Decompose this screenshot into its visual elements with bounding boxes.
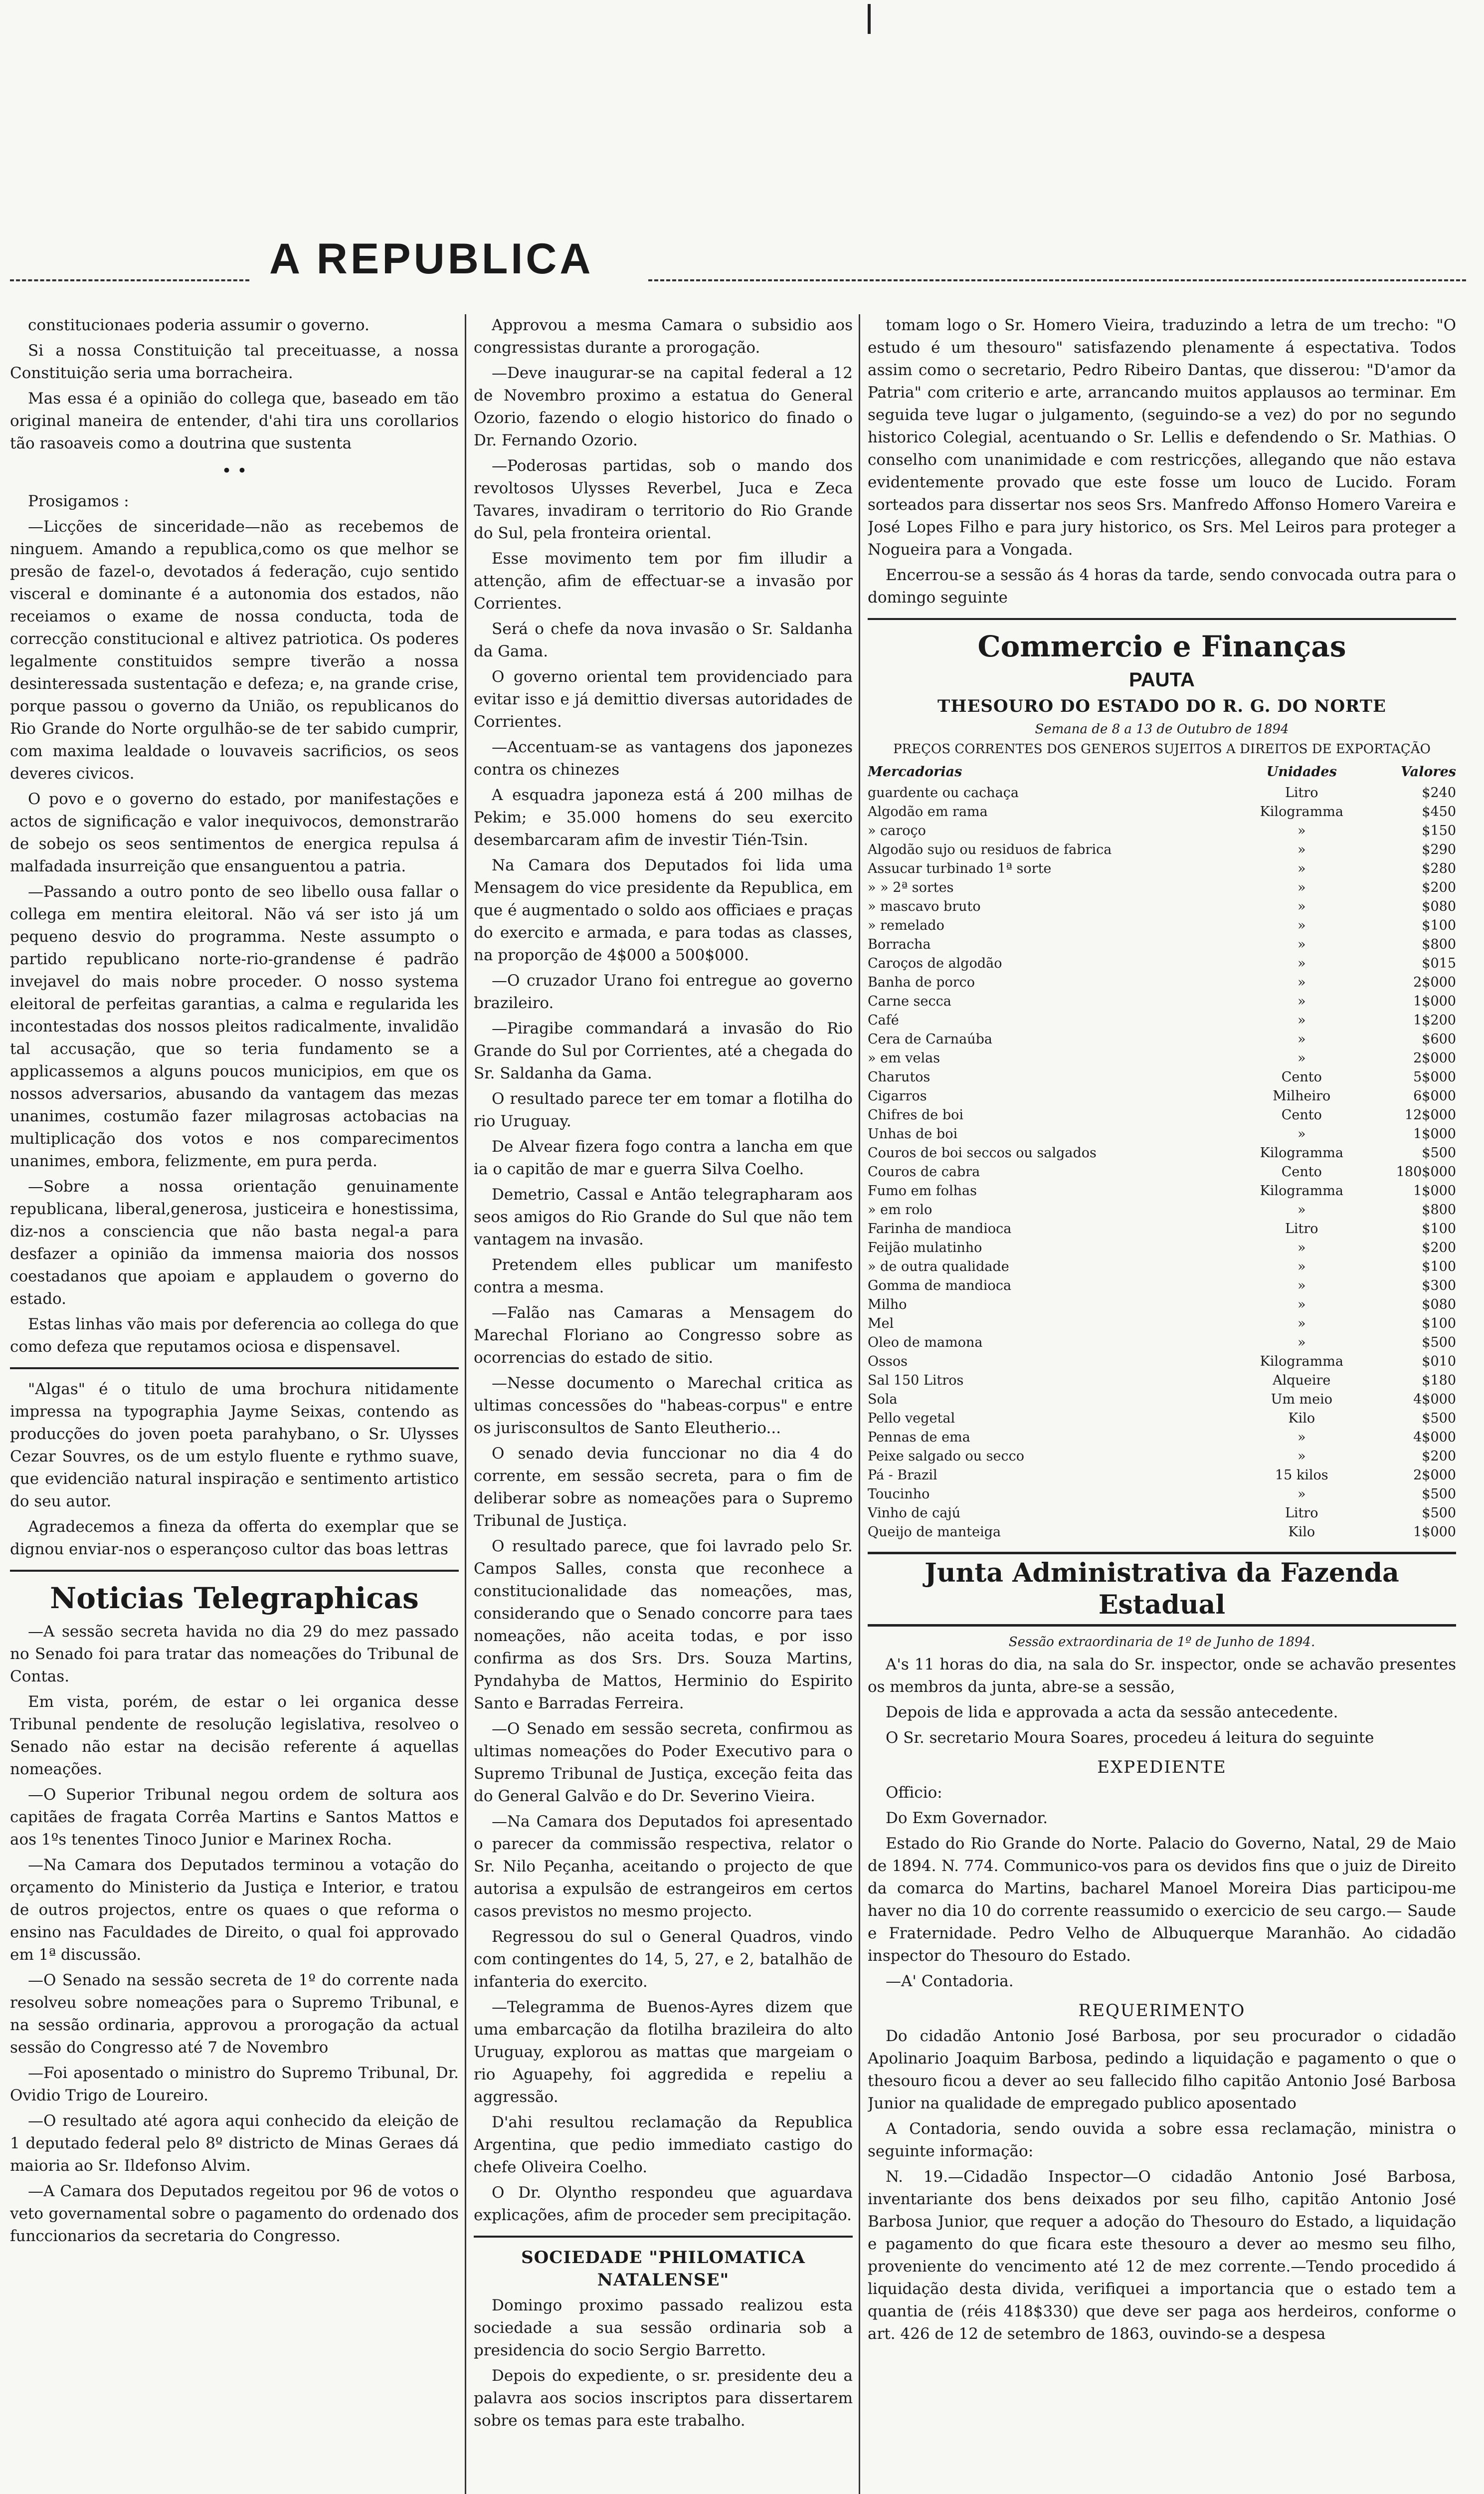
paragraph: Depois do expediente, o sr. presidente deu a palavra aos socios inscriptos para dissertarem sobre os temas para este trabalho. [474, 2367, 853, 2430]
table-cell: 4$000 [1413, 1430, 1456, 1445]
table-cell: Farinha de mandioca [868, 1221, 1012, 1237]
table-row [868, 1466, 1456, 1485]
paragraph: Agradecemos a fineza da offerta do exemplar que se dignou enviar-nos o esperançoso cultor das boas lettras [10, 1518, 459, 1558]
table-cell: » [1298, 842, 1306, 857]
table-cell: 1$000 [1413, 1126, 1456, 1142]
paragraph: A esquadra japoneza está á 200 milhas de Pekim; e 35.000 homens do seu exercito desembarcaram afim de investir Tién-Tsin. [474, 786, 853, 849]
table-row [868, 1523, 1456, 1542]
table-row [868, 822, 1456, 840]
table-cell: 2$000 [1413, 1467, 1456, 1483]
masthead [0, 0, 1484, 309]
table-cell: » [1298, 1278, 1306, 1293]
table-cell: » [1298, 899, 1306, 914]
table-cell: » mascavo bruto [868, 899, 981, 914]
table-cell: $015 [1422, 956, 1456, 971]
table-cell: » [1298, 975, 1306, 990]
table-cell: 6$000 [1413, 1088, 1456, 1104]
table-row [868, 1087, 1456, 1106]
section-heading-telegraphicas: Noticias Telegraphicas [50, 1581, 419, 1615]
table-cell: Café [868, 1013, 899, 1028]
table-row [868, 803, 1456, 822]
paragraph: A's 11 horas do dia, na sala do Sr. inspector, onde se achavão presentes os membros da junta, abre-se a sessão, [868, 1656, 1456, 1696]
paragraph: De Alvear fizera fogo contra a lancha em que ia o capitão de mar e guerra Silva Coelho. [474, 1138, 853, 1178]
table-cell: » em velas [868, 1050, 940, 1066]
table-cell: $800 [1422, 937, 1456, 952]
paragraph: Mas essa é a opinião do collega que, baseado em tão original maneira de entender, d'ahi tira uns corollarios tão rasoaveis como a doutrina que sustenta [10, 390, 459, 452]
table-cell: $100 [1422, 1259, 1456, 1274]
table-cell: Algodão sujo ou residuos de fabrica [868, 842, 1112, 857]
price-table-body [868, 784, 1456, 1542]
paragraph: N. 19.—Cidadão Inspector—O cidadão Antonio José Barbosa, inventariante dos bens deixados por seu filho, capitão Antonio José Barbosa Junior, que requer a adoção do Thesouro do Estado, a liquidação e pagamento do que ficara este thesouro a dever ao mesmo seu filho, proveniente do vencimento até 12 de mez corrente.—Tendo procedido á liquidação desta divida, verifiquei a importancia que o estado tem a quantia de (réis 418$330) que deve ser paga aos herdeiros, conforme o art. 426 de 12 de setembro de 1863, ouvindo-se a despesa [868, 2168, 1456, 2343]
table-cell: 4$000 [1413, 1392, 1456, 1407]
table-cell: » [1298, 1013, 1306, 1028]
table-row [868, 916, 1456, 935]
table-cell: Cento [1281, 1069, 1322, 1085]
newspaper-columns [0, 314, 1484, 2494]
table-row [868, 1447, 1456, 1466]
paragraph: A Contadoria, sendo ouvida a sobre essa reclamação, ministra o seguinte informação: [868, 2120, 1456, 2160]
paragraph: Officio: [886, 1784, 942, 1802]
table-cell: Carne secca [868, 994, 951, 1009]
paragraph: Em vista, porém, de estar o lei organica desse Tribunal pendente de resolução legislativa, resolveo o Senado não estar na decisão referente á aquellas nomeações. [10, 1693, 459, 1778]
table-row [868, 1314, 1456, 1333]
table-cell: $500 [1422, 1486, 1456, 1502]
paragraph: —O cruzador Urano foi entregue ao governo brazileiro. [474, 972, 853, 1012]
paragraph: —Falão nas Camaras a Mensagem do Marechal Floriano ao Congresso sobre as ocorrencias do estado de sitio. [474, 1304, 853, 1367]
paragraph: —Poderosas partidas, sob o mando dos revoltosos Ulysses Reverbel, Juca e Zeca Tavares, invadiram o territorio do Rio Grande do Sul, pela fronteira oriental. [474, 457, 853, 542]
table-cell: » [1298, 1486, 1306, 1502]
table-cell: $450 [1422, 804, 1456, 820]
section-heading-sociedade: SOCIEDADE "PHILOMATICA NATALENSE" [521, 2248, 805, 2290]
table-cell: Assucar turbinado 1ª sorte [868, 861, 1052, 876]
table-row [868, 1106, 1456, 1125]
table-cell: Toucinho [868, 1486, 930, 1502]
table-cell: » em rolo [868, 1202, 932, 1218]
table-cell: » [1298, 823, 1306, 838]
section-rule [474, 2236, 853, 2238]
paragraph: —Telegramma de Buenos-Ayres dizem que uma embarcação da flotilha brazileira do alto Uruguay, explorou as mattas que margeiam o rio Aguapehy, foi aggredida e repeliu a aggressão. [474, 1998, 853, 2106]
table-cell: Milheiro [1273, 1088, 1331, 1104]
table-cell: Chifres de boi [868, 1107, 964, 1123]
table-cell: $500 [1422, 1411, 1456, 1426]
table-cell: $010 [1422, 1354, 1456, 1369]
table-cell: 2$000 [1413, 975, 1456, 990]
table-row [868, 1049, 1456, 1068]
table-cell: $290 [1422, 842, 1456, 857]
paragraph: —O Senado em sessão secreta, confirmou as ultimas nomeações do Poder Executivo para o Supremo Tribunal de Justiça, exceção feita das do General Galvão e do Dr. Severino Vieira. [474, 1720, 853, 1805]
table-row [868, 1144, 1456, 1163]
table-cell: » [1298, 1126, 1306, 1142]
table-cell: Peixe salgado ou secco [868, 1449, 1025, 1464]
table-cell: » [1298, 1050, 1306, 1066]
table-cell: guardente ou cachaça [868, 785, 1019, 801]
table-cell: » [1298, 1297, 1306, 1312]
table-row [868, 897, 1456, 916]
table-cell: Gomma de mandioca [868, 1278, 1012, 1293]
table-cell: 1$000 [1413, 1183, 1456, 1199]
section-heading-commercio: Commercio e Finanças [977, 629, 1346, 663]
table-cell: Ossos [868, 1354, 908, 1369]
table-cell: » remelado [868, 918, 944, 933]
table-header-row [868, 761, 1456, 784]
paragraph: "Algas" é o titulo de uma brochura nitidamente impressa na typographia Jayme Seixas, contendo as producções do joven poeta parahybano, o Sr. Ulysses Cezar Souvres, os de um estylo fluente e rythmo suave, que evidencião natural inspiração e sentimento artistico do seu autor. [10, 1380, 459, 1510]
paragraph: Na Camara dos Deputados foi lida uma Mensagem do vice presidente da Republica, em que é augmentado o soldo aos officiaes e praças do exercito e armada, e para todas as classes, na proporção de 4$000 a 500$000. [474, 856, 853, 964]
table-cell: Caroços de algodão [868, 956, 1002, 971]
paragraph: O Sr. secretario Moura Soares, procedeu á leitura do seguinte [886, 1729, 1374, 1747]
table-cell: 1$000 [1413, 1524, 1456, 1540]
table-cell: » de outra qualidade [868, 1259, 1009, 1274]
table-row [868, 954, 1456, 973]
table-cell: $500 [1422, 1335, 1456, 1350]
table-cell: $500 [1422, 1505, 1456, 1521]
table-cell: $800 [1422, 1202, 1456, 1218]
paragraph: —O resultado até agora aqui conhecido da eleição de 1 deputado federal pelo 8º districto de Minas Geraes dá maioria ao Sr. Ildefonso Alvim. [10, 2112, 459, 2175]
table-row [868, 1371, 1456, 1390]
paragraph: Demetrio, Cassal e Antão telegrapharam aos seos amigos do Rio Grande do Sul que não tem vantagem na invasão. [474, 1186, 853, 1248]
table-row [868, 1295, 1456, 1314]
table-row [868, 1163, 1456, 1182]
table-cell: Queijo de manteiga [868, 1524, 1001, 1540]
table-cell: Milho [868, 1297, 907, 1312]
paragraph: —Licções de sinceridade—não as recebemos de ninguem. Amando a republica,como os que melhor se presão de fazel-o, devotados á federação, cujo sentido visceral e dominante é a autonomia dos estados, não receiamos o exame de nossa conducta, toda de correcção constitucional e altivez patriotica. Os poderes legalmente constituidos sempre tiverão a nossa desinteressada sustentação e defeza; e, na grande crise, porque passou o governo da União, os republicanos do Rio Grande do Norte orgulhão-se de ter sabido cumprir, com maxima lealdade o louvaveis sacrificios, os seos deveres civicos. [10, 518, 459, 783]
table-cell: Sal 150 Litros [868, 1373, 964, 1388]
table-cell: Kilogramma [1260, 804, 1343, 820]
pauta-heading: PAUTA [1129, 669, 1195, 691]
table-row [868, 1257, 1456, 1276]
paragraph: D'ahi resultou reclamação da Republica Argentina, que pedio immediato castigo do chefe Oliveira Coelho. [474, 2113, 853, 2176]
table-cell: Um meio [1271, 1392, 1332, 1407]
table-row [868, 1220, 1456, 1239]
paragraph: —Sobre a nossa orientação genuinamente republicana, liberal,generosa, justiceira e honestissima, diz-nos a consciencia que não basta negal-a para desfazer a opinião da immensa maioria dos nossos coestadanos que apoiam e applaudem o governo do estado. [10, 1178, 459, 1308]
paragraph: —Piragibe commandará a invasão do Rio Grande do Sul por Corrientes, até a chegada do Sr. Saldanha da Gama. [474, 1020, 853, 1082]
table-cell: » [1298, 1032, 1306, 1047]
paragraph: —Na Camara dos Deputados terminou a votação do orçamento do Ministerio da Justiça e Interior, e tratou de outros projectos, entre os quaes o que reforma o ensino nas Faculdades de Direito, o qual foi approvado em 1ª discussão. [10, 1856, 459, 1964]
thesouro-heading: THESOURO DO ESTADO DO R. G. DO NORTE [937, 696, 1386, 716]
table-cell: Kilogramma [1260, 1145, 1343, 1161]
table-cell: Pá - Brazil [868, 1467, 937, 1483]
table-row [868, 1333, 1456, 1352]
requerimento-heading: REQUERIMENTO [1078, 2001, 1246, 2021]
table-cell: $280 [1422, 861, 1456, 876]
sessao-line: Sessão extraordinaria de 1º de Junho de 1894. [1008, 1635, 1315, 1650]
table-cell: Cigarros [868, 1088, 927, 1104]
header-rule-left [10, 279, 249, 281]
column-divider [859, 314, 860, 2494]
table-cell: » [1298, 1430, 1306, 1445]
paragraph: —Passando a outro ponto de seo libello ousa fallar o collega em mentira eleitoral. Não vá ser isto já um pequeno desvio do programma. Neste assumpto o partido republicano norte-rio-grandense é padrão invejavel do mais nobre proceder. O nosso systema eleitoral de perfeitas garantias, a calma e regularida les incontestadas dos nossos pleitos radicalmente, invalidão tal accusação, que so teria fundamento se a applicassemos a alguns poucos municipios, em que os nossos adversarios, abusando da vantagem das mezas unanimes, costumão fazer milagrosas actobacias na multiplicação dos votos e nos comparecimentos unanimes, embora, felizmente, em pura perda. [10, 883, 459, 1170]
table-cell: $080 [1422, 1297, 1456, 1312]
table-cell: Alqueire [1273, 1373, 1331, 1388]
table-cell: $200 [1422, 880, 1456, 895]
table-row [868, 973, 1456, 992]
table-cell: » [1298, 1259, 1306, 1274]
paragraph: —Nesse documento o Marechal critica as ultimas concessões do "habeas-corpus" e entre os jurisconsultos de Santo Eleutherio... [474, 1374, 853, 1437]
table-cell: » [1298, 937, 1306, 952]
column-header-valores: Valores [1401, 764, 1456, 780]
newspaper-title: A REPUBLICA [269, 235, 594, 283]
paragraph: Approvou a mesma Camara o subsidio aos congressistas durante a prorogação. [474, 316, 853, 357]
column-header-mercadorias: Mercadorias [868, 764, 962, 780]
table-row [868, 784, 1456, 803]
paragraph: O resultado parece, que foi lavrado pelo Sr. Campos Salles, consta que reconhece a constitucionalidade das nomeações, mas, considerando que o Senado concorre para taes nomeações, não aceita todas, e por isso confirma as dos Srs. Drs. Souza Martins, Pyndahyba de Mattos, Herminio do Espirito Santo e Barradas Ferreira. [474, 1537, 853, 1712]
table-cell: 180$000 [1396, 1164, 1456, 1180]
section-heading-junta: Junta Administrativa da Fazenda Estadual [868, 1552, 1456, 1627]
paragraph: O povo e o governo do estado, por manifestações e actos de significação e valor inequivocos, demonstrarão de sobejo os seos sentimentos de energica repulsa á malfadada insurreição que ensanguentou a patria. [10, 790, 459, 875]
table-row [868, 859, 1456, 878]
table-row [868, 1125, 1456, 1144]
table-row [868, 992, 1456, 1011]
paragraph: —O Senado na sessão secreta de 1º do corrente nada resolveu sobre nomeações para o Supremo Tribunal, e na sessão ordinaria, approvou a prorogação da actual sessão do Congresso até 7 de Novembro [10, 1971, 459, 2057]
table-cell: 1$000 [1413, 994, 1456, 1009]
table-cell: Cento [1281, 1164, 1322, 1180]
table-cell: 12$000 [1404, 1107, 1456, 1123]
decorative-mark [868, 4, 871, 34]
table-row [868, 1485, 1456, 1504]
table-cell: » [1298, 1335, 1306, 1350]
paragraph: constitucionaes poderia assumir o governo. [28, 316, 370, 334]
table-cell: Litro [1285, 1221, 1318, 1237]
table-cell: $200 [1422, 1240, 1456, 1255]
table-cell: Kilo [1288, 1524, 1315, 1540]
table-cell: » [1298, 994, 1306, 1009]
column-2 [474, 314, 853, 2494]
table-cell: Kilo [1288, 1411, 1315, 1426]
paragraph: O resultado parece ter em tomar a flotilha do rio Uruguay. [474, 1090, 853, 1130]
paragraph: Esse movimento tem por fim illudir a attenção, afim de effectuar-se a invasão por Corrientes. [474, 550, 853, 613]
column-1 [10, 314, 459, 2494]
table-cell: Couros de cabra [868, 1164, 980, 1180]
paragraph: O governo oriental tem providenciado para evitar isso e já demittio diversas autoridades de Corrientes. [474, 668, 853, 731]
table-cell: Pennas de ema [868, 1430, 970, 1445]
table-cell: Couros de boi seccos ou salgados [868, 1145, 1097, 1161]
table-cell: 1$200 [1413, 1013, 1456, 1028]
paragraph: —Deve inaugurar-se na capital federal a 12 de Novembro proximo a estatua do General Ozorio, fazendo o elogio historico do finado o Dr. Fernando Ozorio. [474, 364, 853, 449]
table-row [868, 1428, 1456, 1447]
table-row [868, 840, 1456, 859]
table-cell: » [1298, 861, 1306, 876]
column-divider [465, 314, 466, 2494]
table-row [868, 1068, 1456, 1087]
section-rule [868, 618, 1456, 620]
table-cell: Algodão em rama [868, 804, 988, 820]
table-cell: 15 kilos [1275, 1467, 1328, 1483]
table-cell: Banha de porco [868, 975, 975, 990]
paragraph: —A Camara dos Deputados regeitou por 96 de votos o veto governamental sobre o pagamento do ordenado dos funccionarios da secretaria do Congresso. [10, 2182, 459, 2245]
table-cell: Kilogramma [1260, 1354, 1343, 1369]
header-rule-right [648, 279, 1466, 281]
table-cell: Fumo em folhas [868, 1183, 977, 1199]
paragraph: —A sessão secreta havida no dia 29 do mez passado no Senado foi para tratar das nomeações do Tribunal de Contas. [10, 1623, 459, 1685]
paragraph: —Foi aposentado o ministro do Supremo Tribunal, Dr. Ovidio Trigo de Loureiro. [10, 2064, 459, 2104]
paragraph: Será o chefe da nova invasão o Sr. Saldanha da Gama. [474, 620, 853, 660]
table-cell: 5$000 [1413, 1069, 1456, 1085]
column-header-unidades: Unidades [1266, 764, 1337, 780]
table-cell: » » 2ª sortes [868, 880, 954, 895]
precos-heading: PREÇOS CORRENTES DOS GENEROS SUJEITOS A DIREITOS DE EXPORTAÇÃO [893, 742, 1431, 757]
table-cell: Oleo de mamona [868, 1335, 983, 1350]
table-cell: $080 [1422, 899, 1456, 914]
week-line: Semana de 8 a 13 de Outubro de 1894 [1035, 722, 1289, 737]
table-cell: Borracha [868, 937, 931, 952]
paragraph: Domingo proximo passado realizou esta sociedade a sua sessão ordinaria sob a presidencia do socio Sergio Barretto. [474, 2296, 853, 2359]
paragraph: Regressou do sul o General Quadros, vindo com contingentes do 14, 5, 27, e 2, batalhão de infanteria do exercito. [474, 1928, 853, 1991]
table-cell: » [1298, 880, 1306, 895]
table-cell: » [1298, 956, 1306, 971]
paragraph: O Dr. Olyntho respondeu que aguardava explicações, afim de proceder sem precipitação. [474, 2184, 853, 2224]
table-cell: Cento [1281, 1107, 1322, 1123]
paragraph: Pretendem elles publicar um manifesto contra a mesma. [474, 1256, 853, 1296]
table-cell: $500 [1422, 1145, 1456, 1161]
table-cell: » [1298, 1316, 1306, 1331]
table-cell: Vinho de cajú [868, 1505, 961, 1521]
expediente-heading: EXPEDIENTE [1097, 1757, 1227, 1777]
table-cell: $200 [1422, 1449, 1456, 1464]
table-cell: $300 [1422, 1278, 1456, 1293]
table-cell: Cera de Carnaúba [868, 1032, 992, 1047]
table-cell: » caroço [868, 823, 926, 838]
paragraph: tomam logo o Sr. Homero Vieira, traduzindo a letra de um trecho: "O estudo é um thesouro" satisfazendo plenamente á espectativa. Todos assim como o secretario, Pedro Ribeiro Dantas, que disserou: "D'amor da Patria" com criterio e arte, arrancando muitos applausos ao terminar. Em seguida teve lugar o julgamento, (seguindo-se a vez) do por no segundo historico Colegial, acentuando o Sr. Lellis e defendendo o Sr. Mathias. O conselho com unanimidade e com restricções, allegando que não estava evidentemente provado que este fosse um louco de Lucido. Foram sorteados para dissertar nos seos Srs. Manfredo Affonso Homero Vareira e José Lopes Filho e para jury historico, os Srs. Mel Leiros para proteger a Nogueira para a Vongada. [868, 316, 1456, 559]
paragraph: Estado do Rio Grande do Norte. Palacio do Governo, Natal, 29 de Maio de 1894. N. 774. Communico-vos para os devidos fins que o juiz de Direito da comarca do Martins, bacharel Manoel Moreira Dias participou-me haver no dia 10 do corrente reassumido o exercicio de seu cargo.— Saude e Fraternidade. Pedro Velho de Albuquerque Maranhão. Ao cidadão inspector do Thesouro do Estado. [868, 1835, 1456, 1965]
table-row [868, 1504, 1456, 1523]
table-row [868, 935, 1456, 954]
table-cell: Litro [1285, 1505, 1318, 1521]
table-row [868, 878, 1456, 897]
table-cell: Feijão mulatinho [868, 1240, 982, 1255]
table-cell: $600 [1422, 1032, 1456, 1047]
table-cell: Unhas de boi [868, 1126, 958, 1142]
paragraph: Si a nossa Constituição tal preceituasse, a nossa Constituição seria uma borracheira. [10, 342, 459, 382]
table-cell: » [1298, 1449, 1306, 1464]
table-row [868, 1276, 1456, 1295]
table-row [868, 1409, 1456, 1428]
paragraph: Do cidadão Antonio José Barbosa, por seu procurador o cidadão Apolinario Joaquim Barbosa, pedindo a liquidação e pagamento o que o thesouro ficou a dever ao seu fallecido filho capitão Antonio José Barbosa Junior na qualidade de empregado publico aposentado [868, 2027, 1456, 2112]
paragraph: —Accentuam-se as vantagens dos japonezes contra os chinezes [474, 738, 853, 779]
table-cell: Litro [1285, 785, 1318, 801]
table-cell: $240 [1422, 785, 1456, 801]
paragraph: —O Superior Tribunal negou ordem de soltura aos capitães de fragata Corrêa Martins e Santos Mattos e aos 1ºs tenentes Tinoco Junior e Marinex Rocha. [10, 1786, 459, 1849]
table-cell: Mel [868, 1316, 894, 1331]
table-cell: 2$000 [1413, 1050, 1456, 1066]
table-cell: Charutos [868, 1069, 930, 1085]
table-row [868, 1182, 1456, 1201]
table-cell: » [1298, 1240, 1306, 1255]
table-cell: $100 [1422, 1221, 1456, 1237]
price-table [868, 761, 1456, 1542]
table-cell: $100 [1422, 918, 1456, 933]
table-cell: $100 [1422, 1316, 1456, 1331]
table-cell: Pello vegetal [868, 1411, 955, 1426]
table-cell: Kilogramma [1260, 1183, 1343, 1199]
paragraph: —Na Camara dos Deputados foi apresentado o parecer da commissão respectiva, relator o Sr. Nilo Peçanha, aceitando o projecto de que autorisa a expulsão de estrangeiros em certos casos previstos no mesmo projecto. [474, 1813, 853, 1920]
table-cell: $180 [1422, 1373, 1456, 1388]
table-cell: $150 [1422, 823, 1456, 838]
table-row [868, 1201, 1456, 1220]
section-rule [10, 1570, 459, 1572]
table-cell: » [1298, 1202, 1306, 1218]
column-3 [868, 314, 1456, 2494]
table-cell: » [1298, 918, 1306, 933]
paragraph: Prosigamos : [28, 492, 129, 510]
separator: • • [221, 461, 247, 481]
table-row [868, 1030, 1456, 1049]
paragraph: O senado devia funccionar no dia 4 do corrente, em sessão secreta, para o fim de deliberar sobre as nomeações para o Supremo Tribunal de Justiça. [474, 1445, 853, 1530]
paragraph: Estas linhas vão mais por deferencia ao collega do que como defeza que reputamos ociosa e dispensavel. [10, 1315, 459, 1356]
paragraph: Depois de lida e approvada a acta da sessão antecedente. [886, 1703, 1338, 1721]
table-row [868, 1239, 1456, 1257]
paragraph: Do Exm Governador. [886, 1809, 1048, 1827]
table-row [868, 1352, 1456, 1371]
paragraph: —A' Contadoria. [886, 1972, 1014, 1990]
section-rule [10, 1367, 459, 1369]
table-row [868, 1011, 1456, 1030]
paragraph: Encerrou-se a sessão ás 4 horas da tarde, sendo convocada outra para o domingo seguinte [868, 566, 1456, 607]
table-cell: Sola [868, 1392, 898, 1407]
table-row [868, 1390, 1456, 1409]
